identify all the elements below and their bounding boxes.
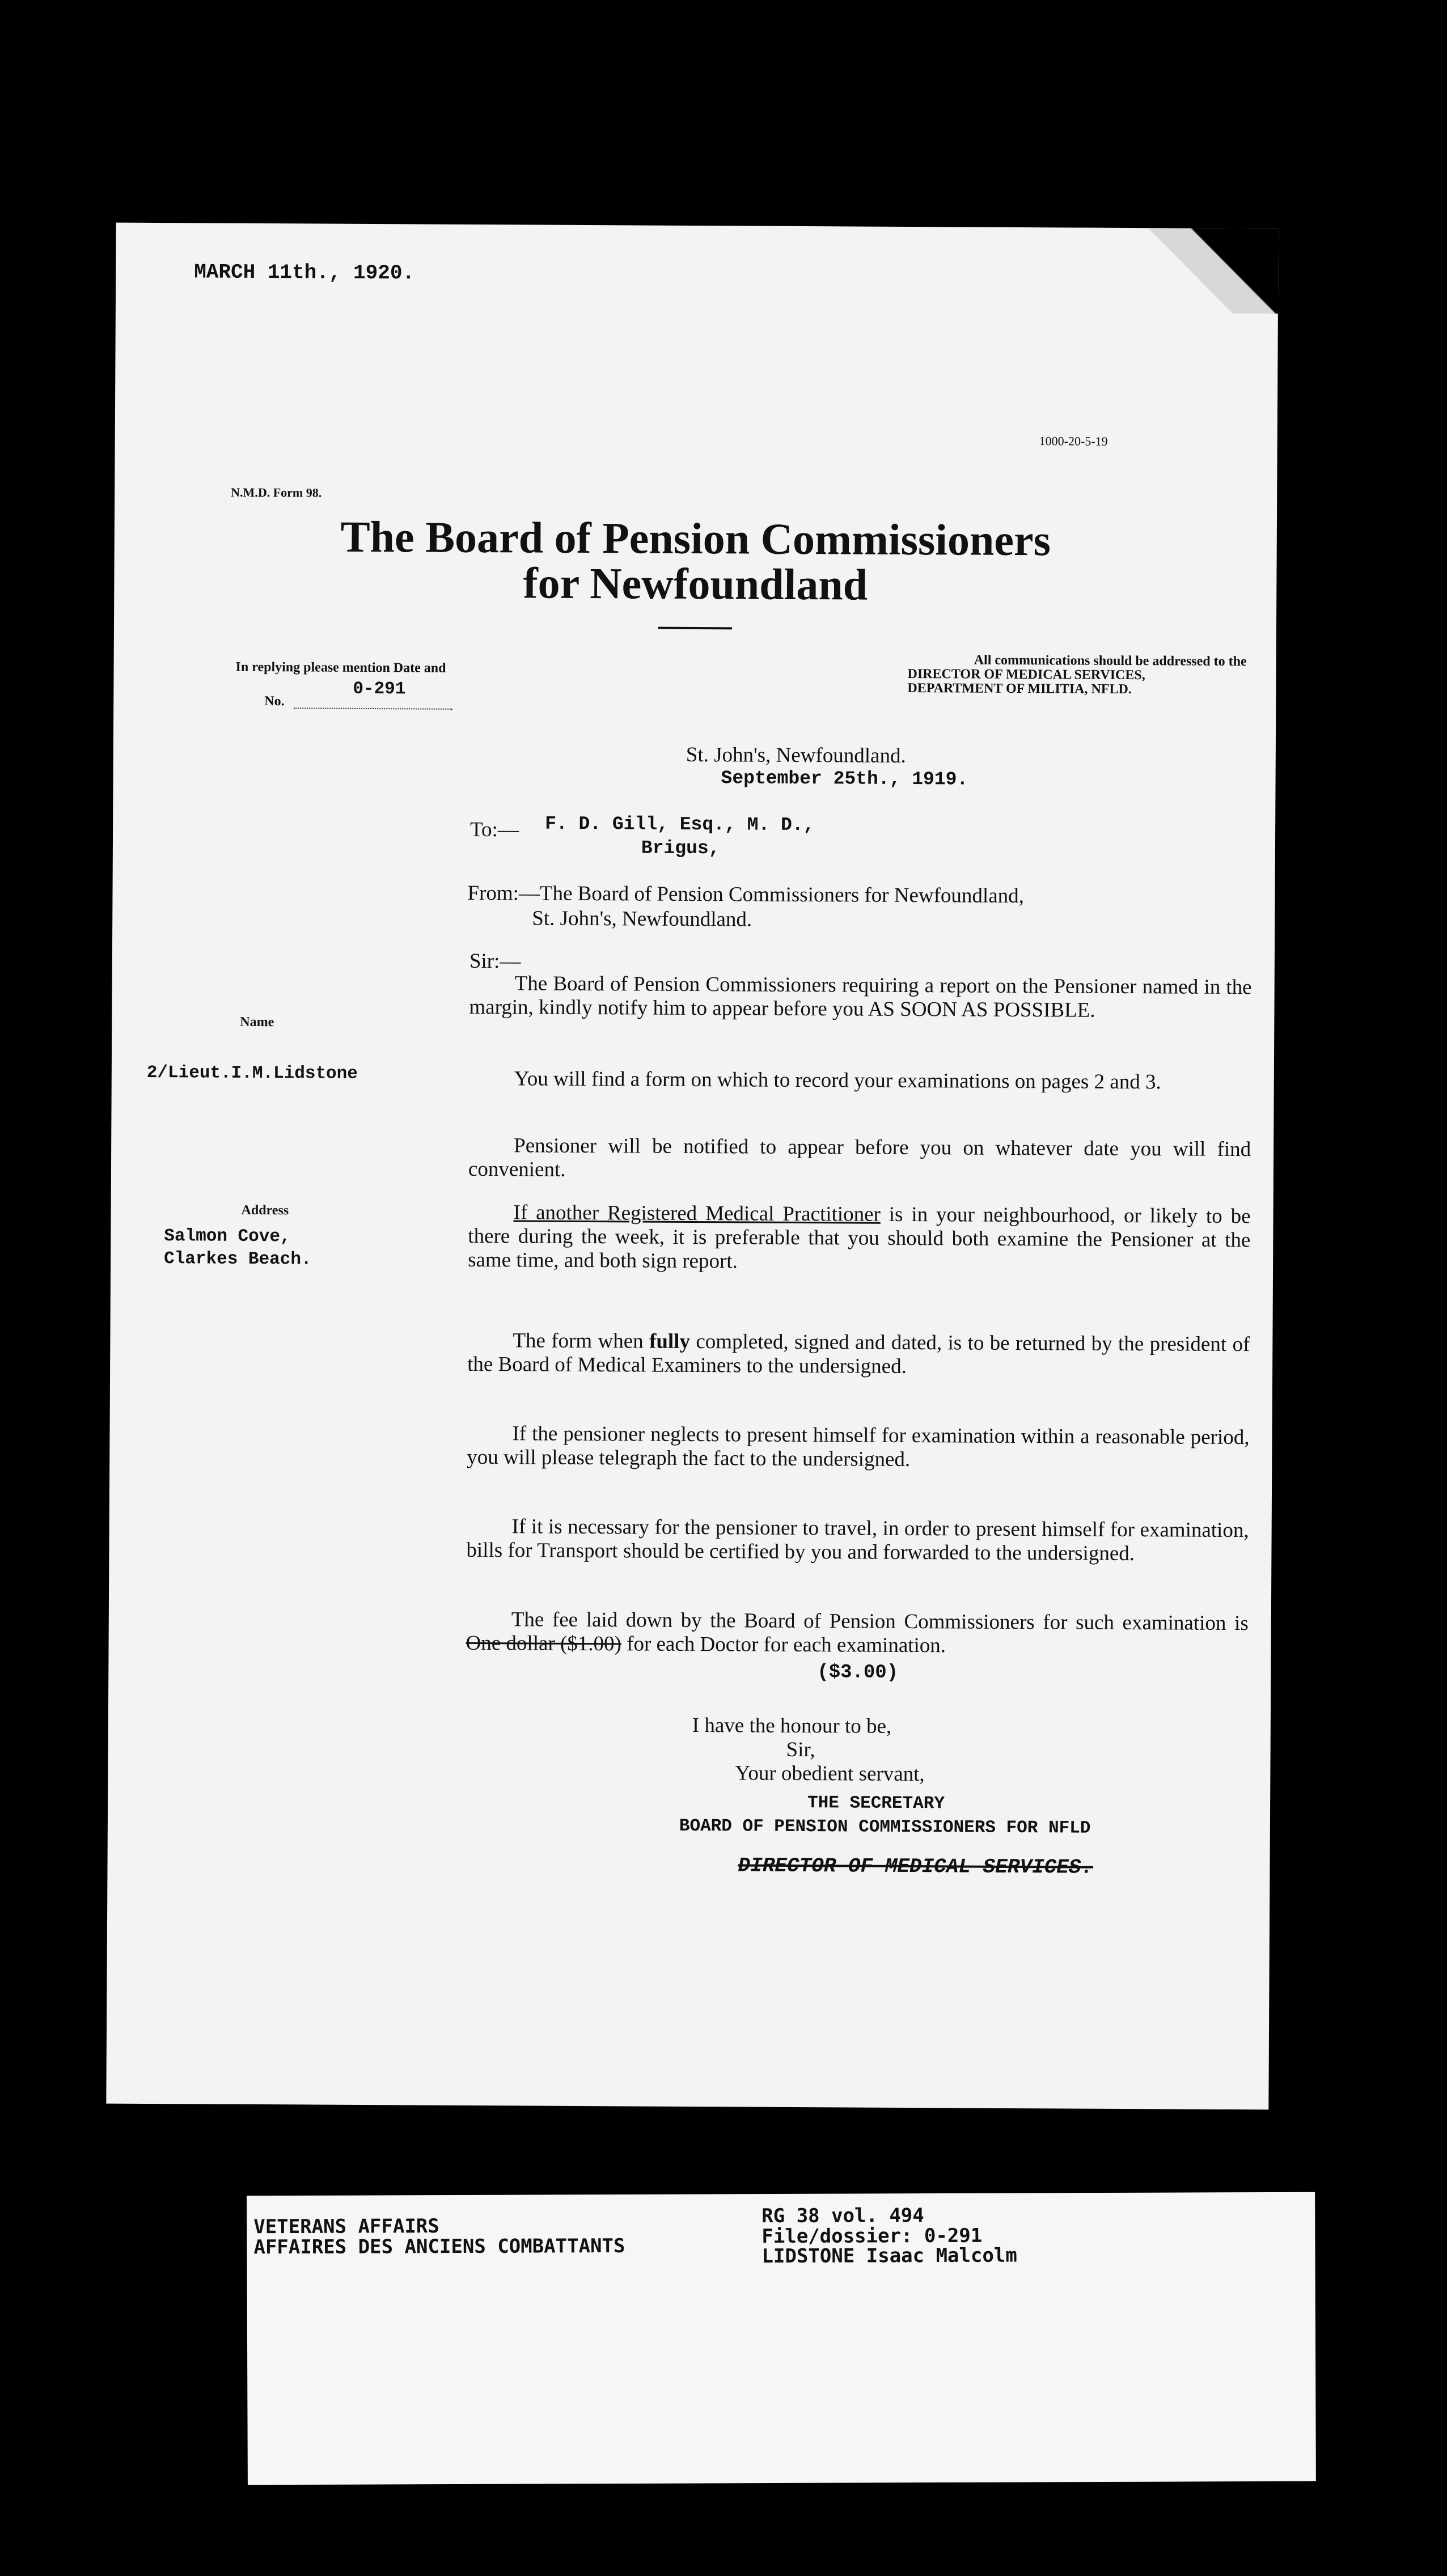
- to-town: Brigus,: [641, 837, 720, 859]
- from-line-2: St. John's, Newfoundland.: [532, 906, 752, 931]
- form-number: N.M.D. Form 98.: [231, 485, 322, 500]
- paragraph-5: [467, 1329, 1250, 1381]
- archive-right-block: [761, 2206, 1017, 2268]
- communications-address: [759, 653, 1246, 698]
- reply-instruction: In replying please mention Date and: [235, 659, 446, 676]
- letter-date: September 25th., 1919.: [721, 768, 968, 790]
- paragraph-8: [466, 1608, 1248, 1660]
- comms-line-2: DIRECTOR OF MEDICAL SERVICES,: [907, 667, 1145, 683]
- title-line-2: for Newfoundland: [523, 557, 868, 609]
- margin-name-value: 2/Lieut.I.M.Lidstone: [146, 1062, 358, 1084]
- closing-line-2: Sir,: [786, 1738, 815, 1762]
- title-line-1: The Board of Pension Commissioners: [340, 511, 1051, 565]
- archive-volume: RG 38 vol. 494: [761, 2204, 924, 2228]
- paragraph-2: You will find a form on which to record your examinations on pages 2 and 3.: [514, 1067, 1161, 1094]
- typed-fee: ($3.00): [817, 1662, 899, 1684]
- reply-no-label: No.: [264, 694, 285, 709]
- from-line-1: From:—The Board of Pension Commissioners for Newfoundland,: [467, 881, 1025, 908]
- p4-rest: is in your neighbourhood, or likely to be there during the week, it is preferable that you should both examine the Pensioner at the same time, and both sign report.: [468, 1202, 1251, 1273]
- form-code: 1000-20-5-19: [1039, 434, 1108, 448]
- paragraph-4: [468, 1201, 1251, 1277]
- closing-line-3: Your obedient servant,: [735, 1761, 925, 1786]
- archive-agency-fr: AFFAIRES DES ANCIENS COMBATTANTS: [253, 2234, 625, 2259]
- p5-bold: fully: [649, 1329, 691, 1353]
- place-line: St. John's, Newfoundland.: [686, 743, 906, 768]
- folded-corner: [1148, 228, 1279, 313]
- archive-agency-en: VETERANS AFFAIRS: [253, 2215, 439, 2239]
- letterhead-title: [114, 513, 1277, 609]
- letter-sheet: [106, 223, 1278, 2110]
- margin-name-label: Name: [240, 1014, 274, 1030]
- p4-underlined: If another Registered Medical Practitioner: [513, 1201, 881, 1226]
- archive-label-card: [247, 2192, 1316, 2485]
- signature-line-1: THE SECRETARY: [807, 1793, 945, 1814]
- p8-end: for each Doctor for each examination.: [621, 1632, 946, 1658]
- paragraph-6: If the pensioner neglects to present himself for examination within a reasonable period, you will please telegraph the fact to the undersigned.: [467, 1422, 1250, 1472]
- comms-line-1: All communications should be addressed to the: [974, 653, 1247, 670]
- margin-address-line-1: Salmon Cove,: [164, 1226, 291, 1247]
- to-name: F. D. Gill, Esq., M. D.,: [545, 813, 815, 836]
- signature-line-2: BOARD OF PENSION COMMISSIONERS FOR NFLD: [679, 1816, 1091, 1838]
- salutation: Sir:—: [469, 949, 521, 973]
- reply-number: 0-291: [353, 679, 406, 700]
- p5-start: The form when: [513, 1329, 650, 1353]
- archive-subject: LIDSTONE Isaac Malcolm: [761, 2244, 1017, 2268]
- reply-dotted-line: [294, 707, 452, 709]
- closing-line-1: I have the honour to be,: [692, 1714, 892, 1738]
- to-label: To:—: [469, 817, 519, 842]
- p8-struck-fee: One dollar ($1.00): [466, 1632, 622, 1656]
- typed-date: MARCH 11th., 1920.: [194, 260, 415, 285]
- paragraph-1: The Board of Pension Commissioners requiring a report on the Pensioner named in the margin, kindly notify him to appear before you AS SOON AS POSSIBLE.: [469, 972, 1252, 1022]
- p5-end: completed, signed and dated, is to be returned by the president of the Board of Medical Examiners to the undersigned.: [467, 1329, 1250, 1379]
- archive-left-block: [253, 2216, 625, 2258]
- paragraph-7: If it is necessary for the pensioner to travel, in order to present himself for examination, bills for Transport should be certified by you and forwarded to the undersigned.: [466, 1515, 1249, 1566]
- margin-address-line-2: Clarkes Beach.: [164, 1249, 312, 1270]
- margin-address-label: Address: [241, 1202, 289, 1218]
- archive-file: File/dossier: 0-291: [761, 2224, 983, 2248]
- title-divider: [658, 627, 732, 630]
- comms-line-3: DEPARTMENT OF MILITIA, NFLD.: [907, 681, 1132, 697]
- paragraph-3: Pensioner will be notified to appear before you on whatever date you will find convenient.: [468, 1134, 1251, 1182]
- p8-start: The fee laid down by the Board of Pension Commissioners for such examination is: [511, 1608, 1249, 1636]
- struck-director-title: DIRECTOR OF MEDICAL SERVICES.: [738, 1854, 1094, 1879]
